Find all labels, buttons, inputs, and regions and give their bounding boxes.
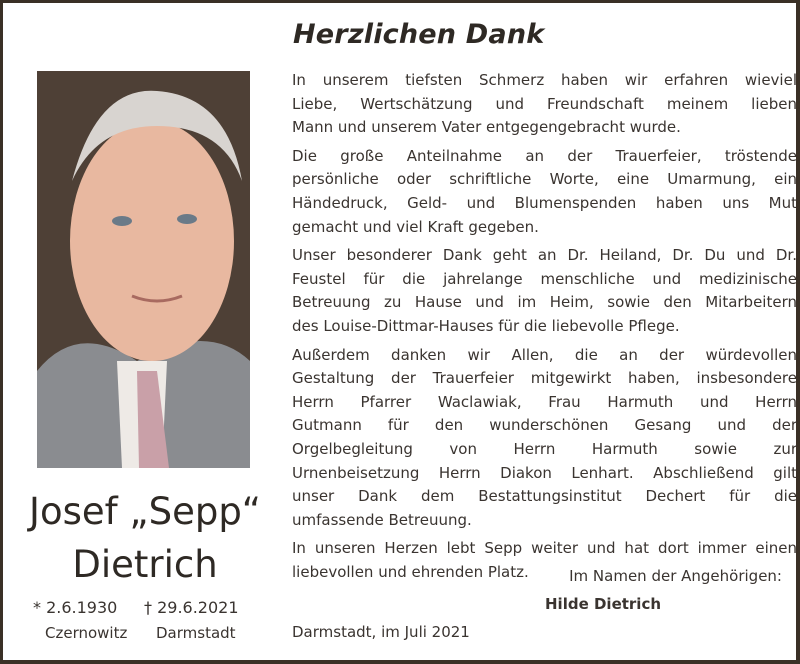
birth-place: Czernowitz — [45, 624, 128, 642]
text-line: persönliche oder schriftliche Worte, eine Umarmung, ein — [292, 170, 797, 189]
text-line: Außerdem danken wir Allen, die an der würdevollen — [292, 345, 797, 364]
text-line: Mann und unserem Vater entgegengebracht wurde. — [292, 118, 681, 137]
notice-title: Herzlichen Dank — [293, 19, 545, 50]
text-line: Gutmann für den wunderschönen Gesang und der — [292, 416, 797, 435]
text-line: gemacht und viel Kraft gegeben. — [292, 217, 539, 236]
death-date: † 29.6.2021 — [144, 598, 239, 617]
text-line: Feustel für die jahrelange menschliche und medizinische — [292, 269, 797, 288]
text-line: liebevollen und ehrenden Platz. — [292, 562, 529, 581]
obituary-notice — [3, 3, 796, 660]
paragraph — [292, 244, 797, 338]
signature-intro: Im Namen der Angehörigen: — [569, 567, 782, 585]
text-line: Händedruck, Geld- und Blumenspenden haben uns Mut — [292, 193, 797, 212]
deceased-name: Josef „Sepp“ — [29, 490, 261, 533]
paragraph — [292, 69, 797, 140]
deceased-surname: Dietrich — [72, 543, 218, 586]
text-line: Unser besonderer Dank geht an Dr. Heiland, Dr. Du und Dr. — [292, 246, 797, 265]
signature-name: Hilde Dietrich — [545, 595, 662, 613]
paragraph — [292, 145, 797, 239]
text-line: In unseren Herzen lebt Sepp weiter und hat dort immer einen — [292, 539, 797, 558]
death-place: Darmstadt — [156, 624, 236, 642]
text-line: Die große Anteilnahme an der Trauerfeier, tröstende — [292, 146, 797, 165]
text-line: Orgelbegleitung von Herrn Harmuth sowie zur — [292, 439, 797, 458]
text-line: Betreuung zu Hause und im Heim, sowie den Mitarbeitern — [292, 293, 797, 312]
text-line: des Louise-Dittmar-Hauses für die liebevolle Pflege. — [292, 316, 680, 335]
text-line: Herrn Pfarrer Waclawiak, Frau Harmuth und Herrn — [292, 392, 797, 411]
text-line: Urnenbeisetzung Herrn Diakon Lenhart. Abschließend gilt — [292, 463, 797, 482]
text-line: Gestaltung der Trauerfeier mitgewirkt haben, insbesondere — [292, 369, 797, 388]
text-line: unser Dank dem Bestattungsinstitut Dechert für die — [292, 487, 797, 506]
portrait-photo — [37, 71, 250, 468]
text-line: Liebe, Wertschätzung und Freundschaft meinem lieben — [292, 94, 797, 113]
text-line: umfassende Betreuung. — [292, 510, 472, 529]
text-line: In unserem tiefsten Schmerz haben wir erfahren wieviel — [292, 71, 797, 89]
birth-date: * 2.6.1930 — [33, 598, 118, 617]
notice-body — [292, 69, 797, 589]
place-date: Darmstadt, im Juli 2021 — [292, 623, 470, 641]
paragraph — [292, 344, 797, 533]
